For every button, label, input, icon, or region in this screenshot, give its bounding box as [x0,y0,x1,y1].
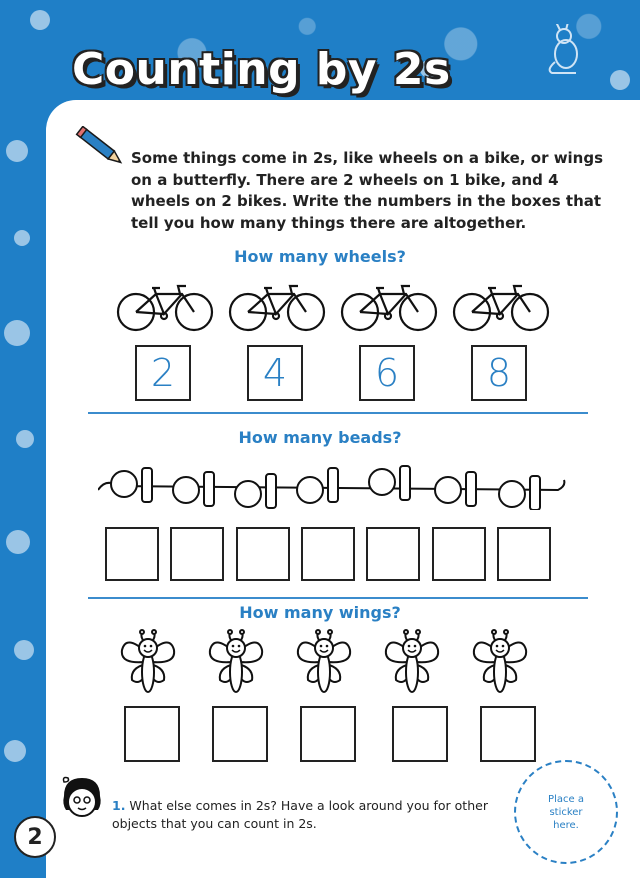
bubble-decoration [30,10,50,30]
beads-answer-box[interactable] [105,527,159,581]
bubble-decoration [610,70,630,90]
page-number: 2 [14,816,56,858]
footer-number: 1. [112,798,126,813]
wheels-question: How many wheels? [234,247,406,266]
kangaroo-icon [542,24,586,74]
bicycle-icon [228,280,326,332]
sticker-line: sticker [549,806,583,818]
instructions-text: Some things come in 2s, like wheels on a bike, or wings on a butterfly. There are 2 wheels on 1 bike, and 4 wheels on 2 bikes. Write the numbers in the boxes that tell you how many things there are altogether. [131,149,604,232]
wings-answer-box[interactable] [480,706,536,762]
beads-answer-box[interactable] [301,527,355,581]
page-title: Counting by 2s [72,44,451,95]
butterfly-icon [118,628,178,698]
bead-string [98,460,568,510]
bicycle-icon [340,280,438,332]
bubble-decoration [4,320,30,346]
bubble-decoration [6,530,30,554]
bubble-decoration [6,140,28,162]
butterfly-icon [470,628,530,698]
butterfly-icon [294,628,354,698]
wings-answer-box[interactable] [300,706,356,762]
beads-answer-box[interactable] [366,527,420,581]
wheels-answer-box[interactable]: 4 [247,345,303,401]
pencil-icon [74,126,128,168]
footer-question-text: What else comes in 2s? Have a look around you for other objects that you can count in 2s. [112,798,488,831]
bicycle-icon [116,280,214,332]
wheels-answer-box[interactable]: 8 [471,345,527,401]
beads-answer-box[interactable] [497,527,551,581]
beads-question: How many beads? [238,428,402,447]
beads-answer-box[interactable] [170,527,224,581]
beads-answer-box[interactable] [432,527,486,581]
wings-answer-box[interactable] [392,706,448,762]
header [72,44,451,95]
bubble-decoration [14,230,30,246]
wings-answer-box[interactable] [124,706,180,762]
bubble-decoration [4,740,26,762]
butterfly-icon [382,628,442,698]
wings-answer-box[interactable] [212,706,268,762]
footer-question [112,797,492,833]
section-divider [88,412,588,414]
bicycle-icon [452,280,550,332]
wings-question: How many wings? [239,603,401,622]
wheels-answer-box[interactable]: 6 [359,345,415,401]
butterfly-icon [206,628,266,698]
section-divider [88,597,588,599]
sticker-placeholder[interactable] [514,760,618,864]
child-face-icon [58,774,106,822]
beads-answer-box[interactable] [236,527,290,581]
sticker-line: here. [553,819,579,831]
sticker-line: Place a [548,793,584,805]
bubble-decoration [14,640,34,660]
wheels-answer-box[interactable]: 2 [135,345,191,401]
